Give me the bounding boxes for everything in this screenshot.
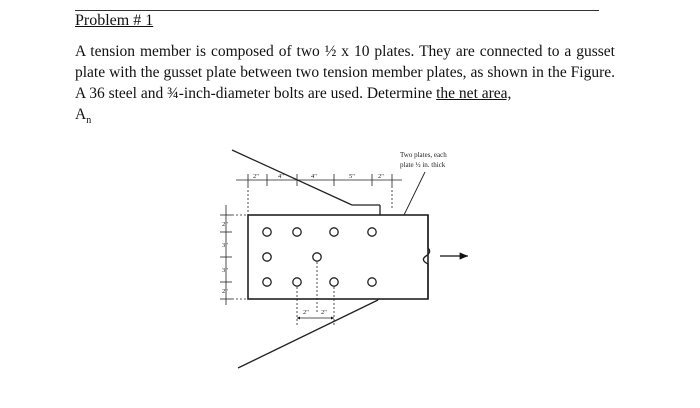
net-area-symbol: $A_n$ bbox=[75, 106, 92, 127]
bolt-hole bbox=[263, 253, 271, 261]
left-dim-label: 3" bbox=[222, 267, 228, 274]
left-dim-label: 3" bbox=[222, 242, 228, 249]
top-dim-label: 2" bbox=[378, 173, 384, 180]
tension-member-plate bbox=[248, 215, 428, 299]
problem-heading: Problem # 1 bbox=[75, 12, 154, 29]
top-dim-label: 5" bbox=[349, 173, 355, 180]
bolt-hole bbox=[293, 278, 301, 286]
bolt-hole bbox=[368, 228, 376, 236]
bolt-hole bbox=[368, 278, 376, 286]
plate-note-line-1: Two plates, each bbox=[400, 151, 447, 159]
bolt-hole bbox=[313, 253, 321, 261]
bottom-dim-label: 2" bbox=[303, 309, 309, 316]
top-dimension-chain bbox=[236, 174, 402, 215]
left-dim-label: 2" bbox=[222, 221, 228, 228]
bolt-hole bbox=[263, 278, 271, 286]
plate-leader-line bbox=[404, 172, 425, 215]
requested-quantity: the net area, bbox=[436, 85, 512, 102]
top-dim-label: 2" bbox=[253, 173, 259, 180]
statement-text: A tension member is composed of two ½ x 10 plates. They are connected to a gusset plate with the gusset plate between two tension member plates, as shown in the Figure. A 36 steel and ¾-inch-diameter bolts are used. Determine bbox=[75, 43, 615, 102]
bolt-hole bbox=[330, 278, 338, 286]
left-dim-label: 2" bbox=[222, 288, 228, 295]
plate-note-line-2: plate ½ in. thick bbox=[400, 161, 446, 169]
top-dim-label: 4" bbox=[278, 173, 284, 180]
bolt-hole bbox=[263, 228, 271, 236]
bottom-dim-label: 2" bbox=[321, 309, 327, 316]
top-dim-label: 4" bbox=[311, 173, 317, 180]
bolt-hole bbox=[293, 228, 301, 236]
bolt-hole bbox=[330, 228, 338, 236]
